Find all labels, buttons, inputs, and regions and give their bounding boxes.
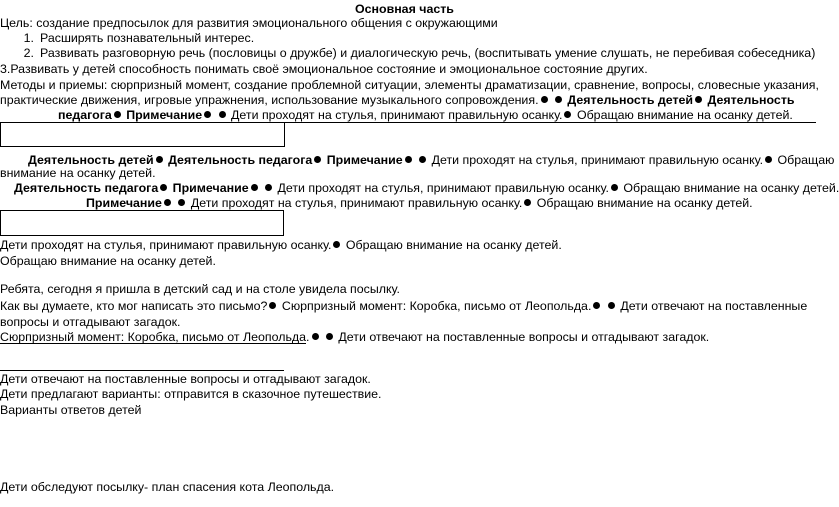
bullet-icon — [555, 96, 562, 103]
teacher-label: Деятельность — [707, 93, 795, 107]
note-label: Примечание — [126, 108, 203, 122]
bullet-icon — [765, 156, 772, 163]
bullet-icon — [611, 184, 618, 191]
bullet-icon — [156, 156, 163, 163]
children-sit-text: Дети проходят на стулья, принимают правильную осанку. — [190, 196, 523, 210]
bullet-icon — [405, 156, 412, 163]
teacher-label: педагога — [58, 108, 112, 122]
answer-line: Дети отвечают на поставленные вопросы и отгадывают загадок. — [0, 372, 371, 386]
bullet-icon — [564, 111, 571, 118]
teacher-label: Деятельность педагога — [168, 153, 313, 167]
children-sit-text: Дети проходят на стулья, принимают правильную осанку. — [231, 108, 563, 122]
header-row-4 — [86, 196, 753, 210]
note-label: Примечание — [86, 196, 162, 210]
divider — [285, 122, 816, 123]
story-line-1: Ребята, сегодня я пришла в детский сад и на столе увидела посылку. — [0, 282, 400, 296]
list-item — [0, 31, 254, 45]
answer-text: Дети отвечают на поставленные — [620, 299, 808, 313]
bullet-icon — [114, 111, 121, 118]
methods-text: практические движения, игровые упражнения, использование музыкального сопровождения. — [0, 93, 539, 107]
header-row-2-cont: внимание на осанку детей. — [0, 166, 156, 180]
table-cell — [0, 122, 285, 147]
bullet-icon — [312, 333, 319, 340]
bullet-icon — [314, 156, 321, 163]
variants-line: Варианты ответов детей — [0, 403, 142, 417]
teacher-label: Деятельность педагога — [14, 181, 159, 195]
list-text: Расширять познавательный интерес. — [40, 31, 255, 45]
bullet-icon — [541, 96, 548, 103]
methods-line-1: Методы и приемы: сюрпризный момент, создание проблемной ситуации, элементы драматизации, сравнение, вопросы, словесные указания, — [0, 78, 819, 92]
bullet-icon — [269, 302, 276, 309]
children-label: Деятельность детей — [567, 93, 694, 107]
table-cell — [0, 210, 284, 236]
surprise-text: Сюрпризный момент: Коробка, письмо от Леопольда. — [281, 299, 592, 313]
header-row-2 — [28, 153, 834, 167]
header-row-3 — [14, 181, 839, 195]
bullet-icon — [524, 199, 531, 206]
bullet-icon — [251, 184, 258, 191]
offer-line: Дети предлагают варианты: отправится в сказочное путешествие. — [0, 387, 382, 401]
children-label: Деятельность детей — [28, 153, 154, 167]
story-line-2 — [0, 299, 807, 313]
posture-note: Обращаю внимание на осанку детей. — [536, 196, 753, 210]
surprise-line — [0, 330, 709, 344]
bullet-icon — [419, 156, 426, 163]
surprise-text: Сюрпризный момент: Коробка, письмо от Леопольда. — [0, 330, 310, 344]
children-sit-text: Дети проходят на стулья, принимают правильную осанку. — [431, 153, 764, 167]
posture-line: Обращаю внимание на осанку детей. — [0, 254, 216, 268]
methods-line-2 — [0, 93, 795, 107]
bullet-icon — [160, 184, 167, 191]
note-label: Примечание — [326, 153, 403, 167]
page-title: Основная часть — [355, 2, 454, 16]
list-number: 2. — [23, 46, 34, 60]
story-question: Как вы думаете, кто мог написать это письмо? — [0, 299, 268, 313]
bullet-icon — [204, 111, 211, 118]
children-sit-text: Дети проходят на стулья, принимают правильную осанку. — [0, 238, 332, 252]
divider — [0, 370, 284, 371]
bullet-icon — [219, 111, 226, 118]
header-row-1 — [58, 108, 793, 122]
bullet-icon — [333, 241, 340, 248]
list-text: Развивать разговорную речь (пословицы о дружбе) и диалогическую речь, (воспитывать умение слушать, не перебивая собеседника) — [40, 46, 816, 60]
bullet-icon — [593, 302, 600, 309]
bullet-icon — [326, 333, 333, 340]
posture-note: Обращаю внимание на осанку детей. — [345, 238, 562, 252]
bullet-icon — [695, 96, 702, 103]
children-sit-text: Дети проходят на стулья, принимают правильную осанку. — [277, 181, 609, 195]
goal-text: Цель: создание предпосылок для развития эмоционального общения с окружающими — [0, 16, 498, 30]
posture-note: Обращаю внимание на осанку детей. — [623, 181, 839, 195]
answer-cont: вопросы и отгадывают загадок. — [0, 315, 181, 329]
bullet-icon — [178, 199, 185, 206]
item-3: 3.Развивать у детей способность понимать своё эмоциональное состояние и эмоциональное состояние других. — [0, 62, 648, 76]
list-number: 1. — [23, 31, 34, 45]
posture-word: Обращаю — [777, 153, 835, 167]
bullet-icon — [608, 302, 615, 309]
sit-line — [0, 238, 562, 252]
list-item — [0, 46, 815, 60]
divider — [0, 343, 306, 344]
answer-full-text: Дети отвечают на поставленные вопросы и отгадывают загадок. — [338, 330, 710, 344]
bullet-icon — [265, 184, 272, 191]
examine-line: Дети обследуют посылку- план спасения кота Леопольда. — [0, 480, 335, 494]
note-label: Примечание — [172, 181, 249, 195]
posture-note: Обращаю внимание на осанку детей. — [576, 108, 793, 122]
bullet-icon — [164, 199, 171, 206]
